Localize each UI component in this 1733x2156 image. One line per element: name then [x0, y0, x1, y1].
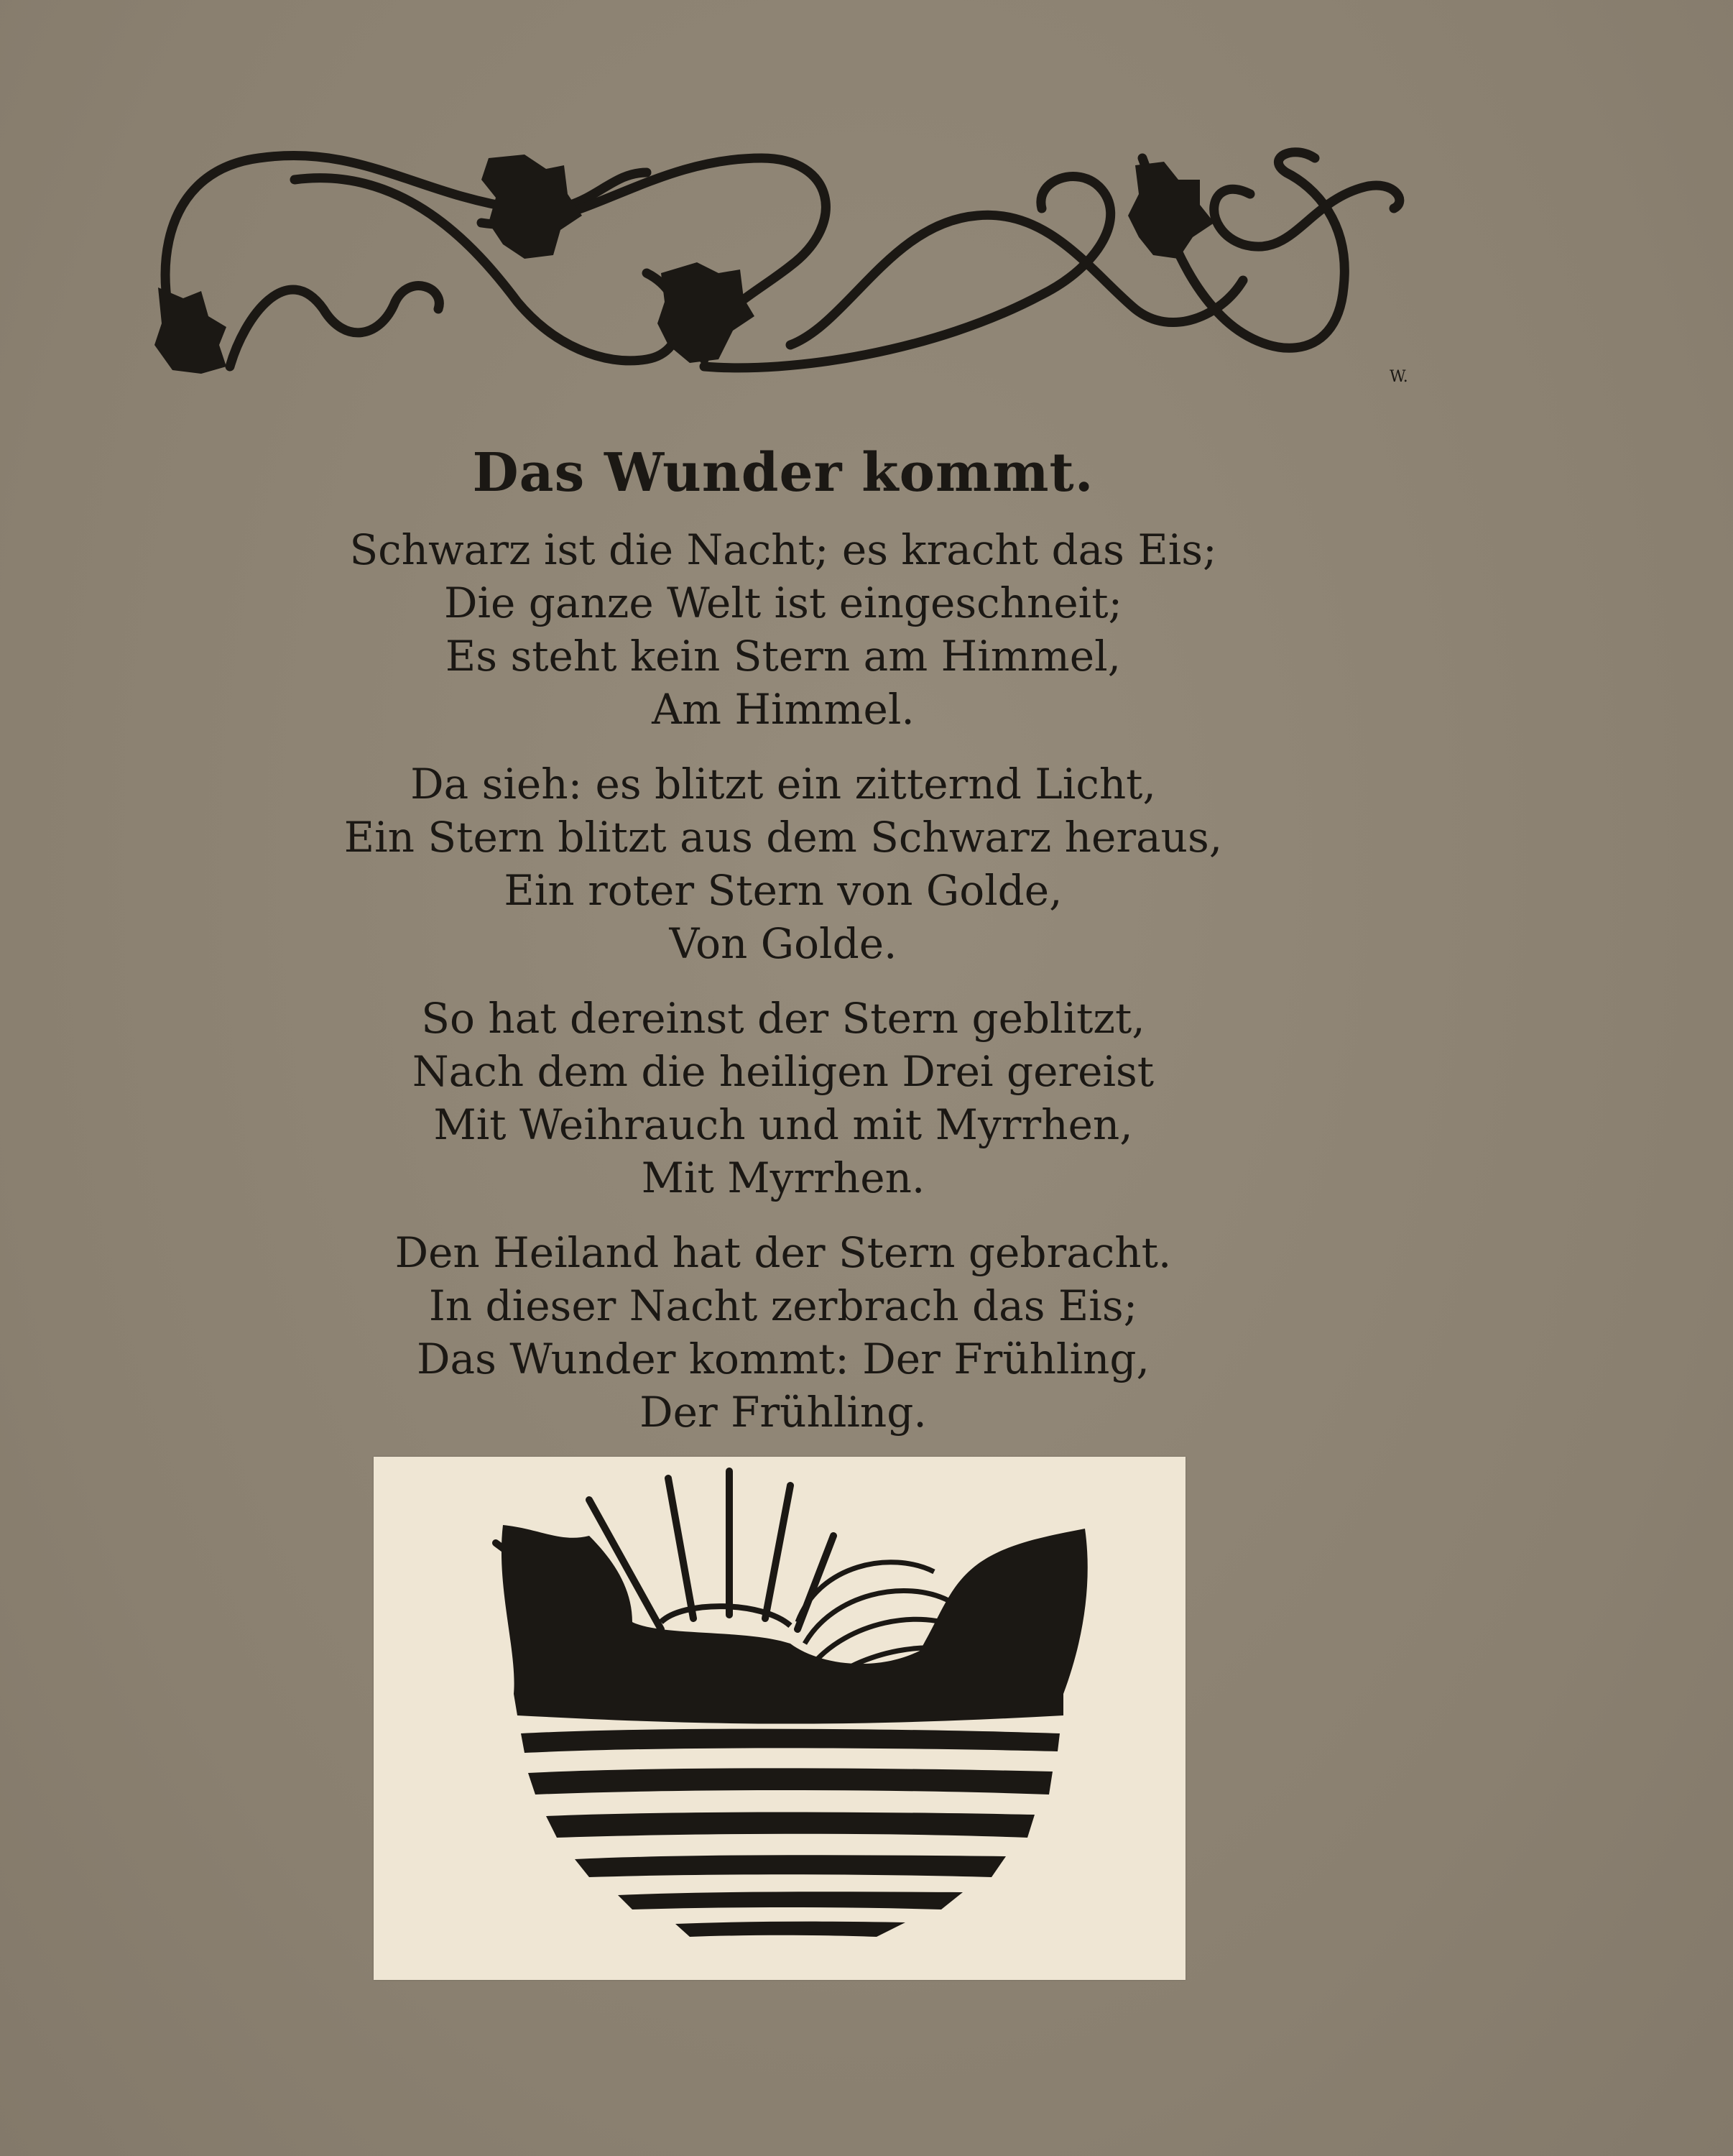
poem-line: Ein Stern blitzt aus dem Schwarz heraus,	[343, 813, 1223, 862]
poem-line: Am Himmel.	[652, 685, 915, 734]
stanza-2	[0, 757, 1566, 970]
vine-ornament-header	[144, 129, 1423, 417]
stanza-3	[0, 992, 1566, 1204]
poem-line: Mit Weihrauch und mit Myrrhen,	[433, 1100, 1133, 1149]
poem-line: Die ganze Welt ist eingeschneit;	[443, 579, 1123, 627]
sunrise-woodcut-image	[374, 1457, 1186, 1980]
stanza-4	[0, 1226, 1566, 1439]
poem-line: Schwarz ist die Nacht; es kracht das Eis;	[349, 525, 1217, 574]
poem-body	[0, 523, 1566, 1460]
sunrise-vignette	[374, 1457, 1186, 1980]
poem-line: Mit Myrrhen.	[641, 1153, 925, 1202]
poem-line: Es steht kein Stern am Himmel,	[445, 632, 1122, 681]
poem-line: Den Heiland hat der Stern gebracht.	[394, 1228, 1172, 1277]
poem-title: Das Wunder kommt.	[472, 442, 1094, 504]
poem-line: So hat dereinst der Stern geblitzt,	[421, 994, 1145, 1043]
stanza-1	[0, 523, 1566, 736]
poem-line: Von Golde.	[669, 919, 897, 968]
artist-signature: W.	[1390, 368, 1408, 386]
poem-line: Ein roter Stern von Golde,	[504, 866, 1063, 915]
poem-line: Nach dem die heiligen Drei gereist	[412, 1047, 1155, 1096]
poem-line: Da sieh: es blitzt ein zitternd Licht,	[410, 760, 1156, 808]
poem-line: Das Wunder kommt: Der Frühling,	[417, 1335, 1150, 1383]
poem-line: Der Frühling.	[639, 1388, 927, 1437]
poem-line: In dieser Nacht zerbrach das Eis;	[428, 1281, 1138, 1330]
